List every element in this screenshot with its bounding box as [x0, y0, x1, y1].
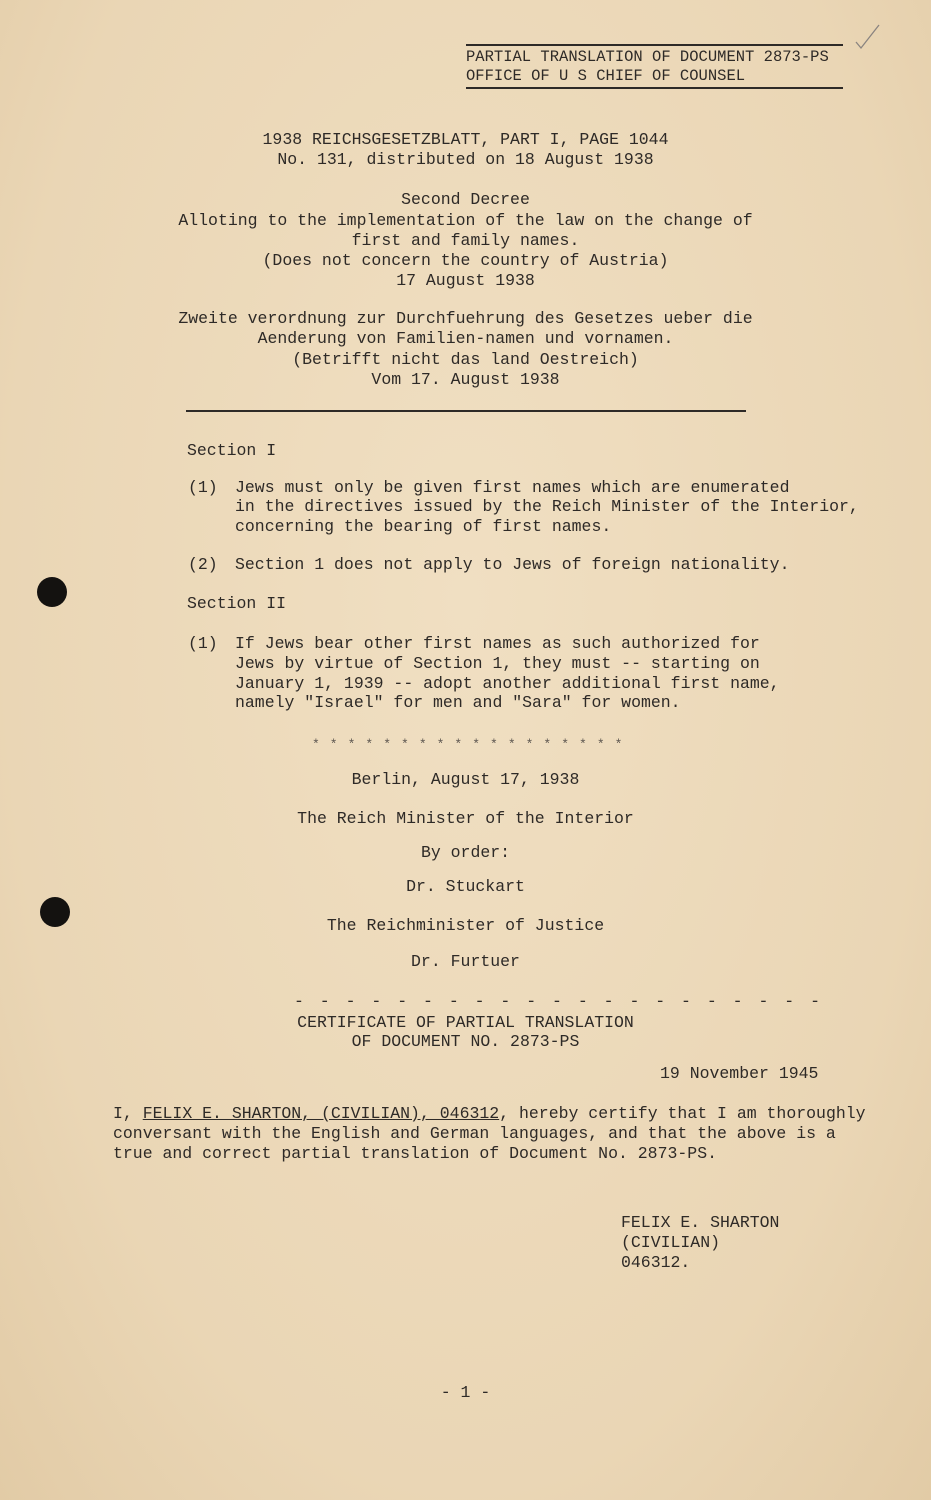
translator-name: FELIX E. SHARTON, (CIVILIAN), 046312 — [142, 1104, 500, 1123]
section-1-item-1-line-1: Jews must only be given first names which are enumerated — [235, 478, 790, 497]
check-mark-icon — [852, 22, 882, 52]
section-2-item-1-number: (1) — [188, 634, 218, 653]
section-1-item-2-text: Section 1 does not apply to Jews of foreign nationality. — [235, 555, 790, 574]
certificate-prefix: I, — [113, 1104, 143, 1123]
signature-name: FELIX E. SHARTON — [621, 1213, 780, 1232]
title-de-line-1: Zweite verordnung zur Durchfuehrung des Gesetzes ueber die — [178, 309, 753, 328]
section-2-item-1-line-3: January 1, 1939 -- adopt another additional first name, — [235, 674, 780, 693]
document-header — [466, 44, 843, 89]
certificate-title-line-1: CERTIFICATE OF PARTIAL TRANSLATION — [297, 1013, 634, 1032]
certificate-body-line-1 — [113, 1104, 866, 1124]
signatory-furtuer: Dr. Furtuer — [411, 952, 520, 971]
certificate-body-line-3: true and correct partial translation of Document No. 2873-PS. — [113, 1144, 717, 1163]
section-1-item-2-number: (2) — [188, 555, 218, 574]
by-order: By order: — [420, 843, 511, 862]
title-en-line-1: Second Decree — [401, 190, 530, 209]
signature-status: (CIVILIAN) — [621, 1233, 721, 1252]
punch-hole-bottom — [40, 897, 70, 927]
title-en-line-3: first and family names. — [351, 231, 580, 250]
section-2-item-1-line-1: If Jews bear other first names as such authorized for — [235, 634, 760, 653]
minister-of-interior: The Reich Minister of the Interior — [297, 809, 634, 828]
signature-number: 046312. — [621, 1253, 691, 1272]
section-1-item-1-number: (1) — [188, 478, 218, 497]
header-line-1: PARTIAL TRANSLATION OF DOCUMENT 2873-PS — [466, 48, 829, 66]
title-en-line-2: Alloting to the implementation of the law on the change of — [178, 211, 753, 230]
star-separator: * * * * * * * * * * * * * * * * * * — [312, 737, 624, 752]
source-line-2: No. 131, distributed on 18 August 1938 — [277, 150, 654, 169]
certificate-title-line-2: OF DOCUMENT NO. 2873-PS — [351, 1032, 580, 1051]
header-line-2: OFFICE OF U S CHIEF OF COUNSEL — [466, 67, 746, 85]
title-en-line-4: (Does not concern the country of Austria) — [262, 251, 669, 270]
section-1-item-1-line-3: concerning the bearing of first names. — [235, 517, 612, 536]
section-1-heading: Section I — [187, 441, 277, 460]
page-number: - 1 - — [440, 1383, 491, 1402]
title-de-line-4: Vom 17. August 1938 — [371, 370, 560, 389]
section-2-item-1-line-4: namely "Israel" for men and "Sara" for women. — [235, 693, 681, 712]
source-line-1: 1938 REICHSGESETZBLATT, PART I, PAGE 1044 — [262, 130, 669, 149]
horizontal-rule — [186, 410, 746, 412]
section-1-item-1-line-2: in the directives issued by the Reich Minister of the Interior, — [235, 497, 859, 516]
title-de-line-2: Aenderung von Familien-namen und vornamen. — [257, 329, 674, 348]
signatory-stuckart: Dr. Stuckart — [406, 877, 525, 896]
dashed-separator: - - - - - - - - - - - - - - - - - - - - - — [294, 992, 823, 1011]
certificate-date: 19 November 1945 — [660, 1064, 819, 1083]
place-and-date: Berlin, August 17, 1938 — [351, 770, 580, 789]
title-de-line-3: (Betrifft nicht das land Oestreich) — [292, 350, 639, 369]
section-2-heading: Section II — [187, 594, 287, 613]
certificate-line-1-rest: , hereby certify that I am thoroughly — [499, 1104, 866, 1123]
minister-of-justice: The Reichminister of Justice — [326, 916, 605, 935]
punch-hole-top — [37, 577, 67, 607]
title-en-line-5: 17 August 1938 — [396, 271, 535, 290]
certificate-body-line-2: conversant with the English and German languages, and that the above is a — [113, 1124, 836, 1143]
section-2-item-1-line-2: Jews by virtue of Section 1, they must -- starting on — [235, 654, 760, 673]
